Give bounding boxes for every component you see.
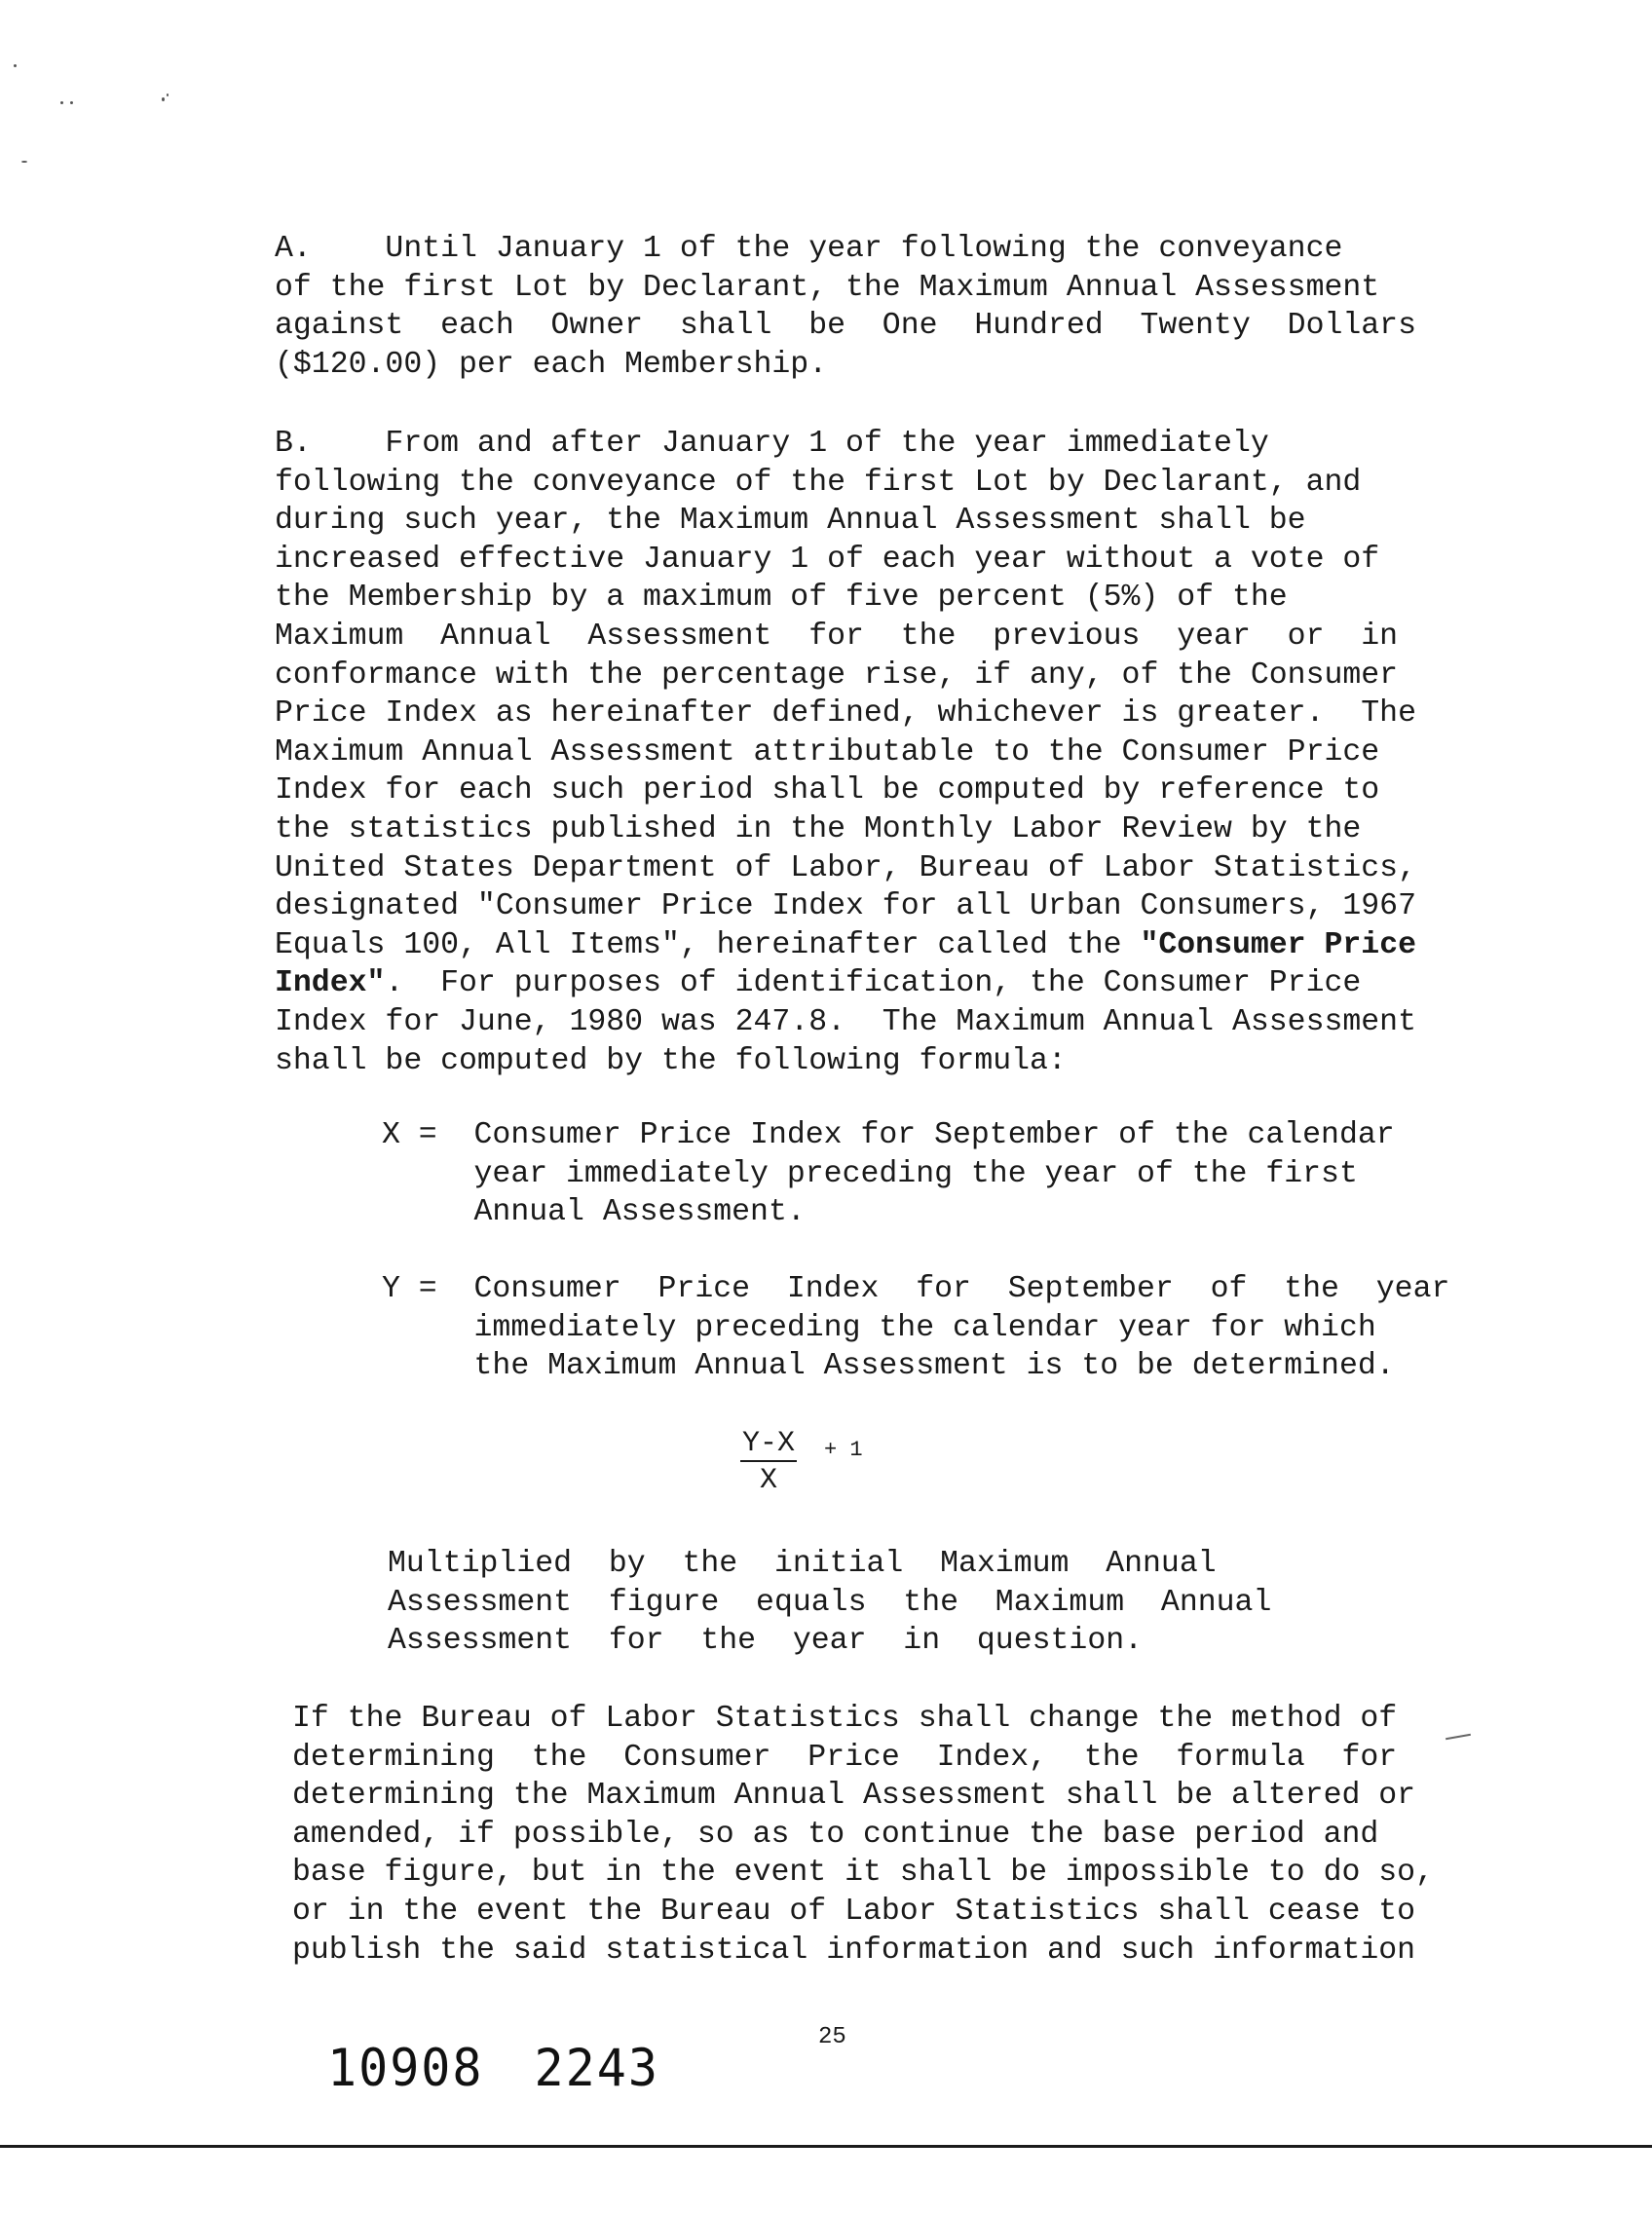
assessment-formula <box>740 1428 863 1499</box>
scan-speck <box>70 101 73 104</box>
formula-denominator: X <box>760 1464 778 1497</box>
paragraph-b-text-start: B. From and after January 1 of the year immediately following the conveyance of the first Lot by Declarant, and during such year, the Maximum Annual Assessment shall be increased effective January 1 of each year without a vote of the Membership by a maximum of five percent (5%) of the Maximum Annual Assessment for the previous year or in conformance with the percentage rise, if any, of the Consumer Price Index as hereinafter defined, whichever is greater. The Maximum Annual Assessment attributable to the Consumer Price Index for each such period shall be computed by reference to the statistics published in the Monthly Labor Review by the United States Department of Labor, Bureau of Labor Statistics, designated "Consumer Price Index for all Urban Consumers, 1967 Equals 100, All Items", hereinafter called the <box>275 427 1416 962</box>
recording-stamp <box>327 2039 710 2098</box>
scan-speck <box>21 161 27 163</box>
formula-fraction <box>740 1428 797 1499</box>
scan-speck <box>162 97 165 101</box>
recording-book-number: 10908 <box>327 2038 484 2098</box>
defined-term-cpi-line1: "Consumer Price <box>1140 927 1416 962</box>
margin-mark <box>1446 1734 1471 1740</box>
page-number: 25 <box>818 2024 846 2050</box>
paragraph-bls: If the Bureau of Labor Statistics shall change the method of determining the Consumer Price Index, the formula for determining the Maximum Annual Assessment shall be altered or amended, if possible, so as to continue the base period and base figure, but in the event it shall be impossible to do so, or in the event the Bureau of Labor Statistics shall cease to publish the said statistical information and such information <box>292 1702 1434 1968</box>
paragraph-b <box>275 425 1416 1080</box>
definition-x: X = Consumer Price Index for September of the calendar year immediately preceding the year of the first Annual Assessment. <box>382 1118 1395 1230</box>
paragraph-multiplied: Multiplied by the initial Maximum Annual Assessment figure equals the Maximum Annual Assessment for the year in question. <box>388 1547 1272 1659</box>
scan-speck <box>167 94 169 96</box>
formula-addend: + 1 <box>824 1437 863 1462</box>
definition-y: Y = Consumer Price Index for September of the year immediately preceding the calendar year for which the Maximum Annual Assessment is to be determined. <box>382 1272 1450 1384</box>
paragraph-b-text-end: . For purposes of identification, the Consumer Price Index for June, 1980 was 247.8. The Maximum Annual Assessment shall be computed by the following formula: <box>275 966 1416 1078</box>
recording-page-number: 2243 <box>534 2038 659 2098</box>
scan-speck <box>60 101 63 104</box>
defined-term-cpi-line2: Index" <box>275 966 386 1001</box>
scan-speck <box>14 64 17 67</box>
bottom-rule <box>0 2145 1652 2148</box>
formula-numerator: Y-X <box>742 1427 796 1460</box>
paragraph-a: A. Until January 1 of the year following the conveyance of the first Lot by Declarant, the Maximum Annual Assessment against each Owner shall be One Hundred Twenty Dollars ($120.00) per each Membership. <box>275 232 1416 382</box>
